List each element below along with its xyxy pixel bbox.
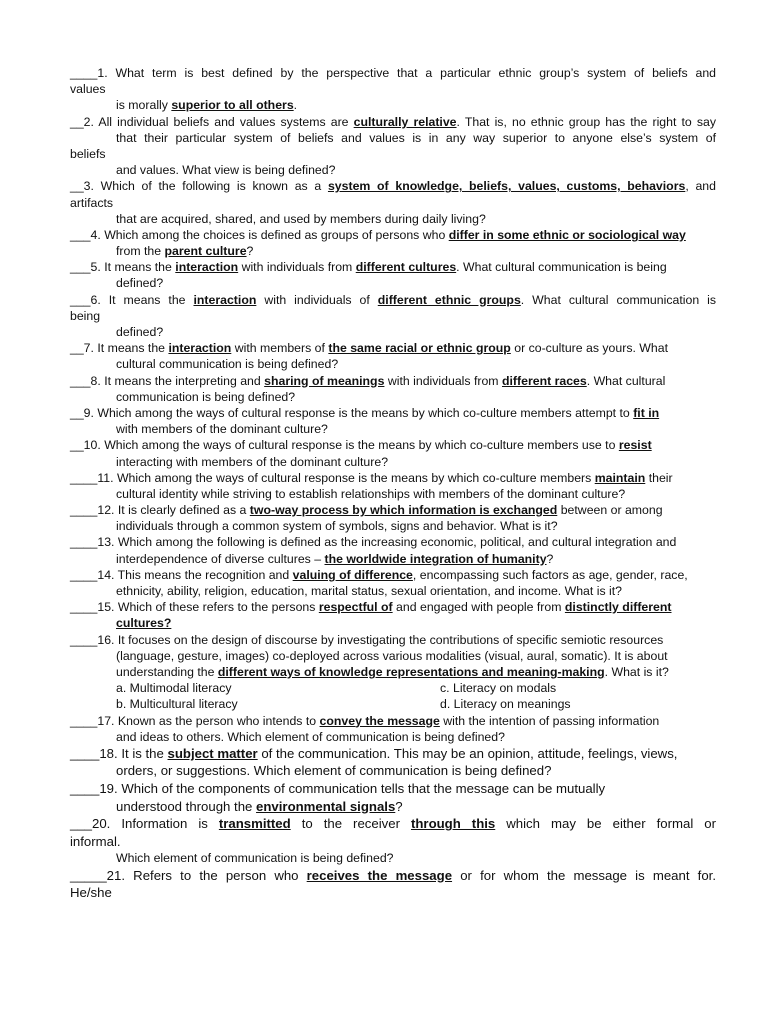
question-line bbox=[70, 178, 716, 194]
question-text: ____12. It is clearly defined as a bbox=[70, 503, 250, 518]
question-text: __7. It means the bbox=[70, 341, 169, 356]
question-text: __10. Which among the ways of cultural response is the means by which co-culture members use to bbox=[70, 438, 619, 453]
key-term: subject matter bbox=[167, 745, 258, 761]
question-text: with members of bbox=[231, 341, 329, 356]
question-line bbox=[70, 227, 716, 243]
question-line bbox=[70, 798, 716, 816]
question-text: with the intention of passing information bbox=[439, 713, 660, 728]
key-term: superior to all others bbox=[171, 98, 294, 113]
question-item bbox=[70, 114, 716, 179]
question-item bbox=[70, 815, 716, 850]
question-text: ____1. What term is best defined by the perspective that a particular ethnic group’s system of beliefs and bbox=[70, 66, 716, 80]
key-term: the worldwide integration of humanity bbox=[324, 551, 547, 566]
key-term: two-way process by which information is exchanged bbox=[249, 503, 558, 518]
key-term: different ways of knowledge representations and meaning-making bbox=[217, 664, 605, 679]
question-line bbox=[70, 664, 716, 680]
key-term: interaction bbox=[175, 260, 239, 275]
question-text: . What cultural bbox=[586, 373, 666, 388]
question-line bbox=[70, 867, 716, 885]
question-line bbox=[70, 486, 716, 502]
question-text: defined? bbox=[116, 325, 164, 339]
question-line bbox=[70, 567, 716, 583]
question-text: __2. All individual beliefs and values systems are bbox=[70, 114, 354, 129]
question-line bbox=[70, 762, 716, 780]
question-text: , encompassing such factors as age, gender, race, bbox=[412, 567, 688, 582]
question-item bbox=[70, 502, 716, 534]
question-item bbox=[70, 867, 716, 902]
question-item bbox=[70, 437, 716, 469]
question-text: . What cultural communication is bbox=[520, 292, 716, 307]
question-text: . bbox=[293, 98, 298, 113]
key-term: resist bbox=[618, 438, 652, 453]
key-term: different races bbox=[501, 373, 587, 388]
question-text: artifacts bbox=[70, 195, 114, 210]
question-text: ? bbox=[395, 798, 403, 814]
question-text: understanding the bbox=[116, 664, 218, 679]
answer-options-row bbox=[70, 680, 716, 696]
question-text: values bbox=[70, 82, 106, 97]
question-text: ethnicity, ability, religion, education, marital status, sexual orientation, and income. What is it? bbox=[116, 584, 623, 598]
question-text: Which element of communication is being defined? bbox=[116, 851, 394, 866]
question-line bbox=[70, 405, 716, 421]
question-line bbox=[70, 884, 716, 902]
question-line bbox=[70, 583, 716, 599]
question-line bbox=[70, 114, 716, 130]
question-line bbox=[70, 833, 716, 851]
question-line bbox=[70, 65, 716, 81]
key-term: distinctly different bbox=[564, 600, 672, 615]
question-text: ____19. Which of the components of communication tells that the message can be mutually bbox=[70, 781, 606, 797]
answer-option: c. Literacy on modals bbox=[440, 681, 557, 696]
question-line bbox=[70, 518, 716, 534]
question-item bbox=[70, 340, 716, 372]
key-term: valuing of difference bbox=[292, 567, 413, 582]
question-text: ___4. Which among the choices is defined as groups of persons who bbox=[70, 227, 449, 242]
question-item bbox=[70, 599, 716, 631]
questionnaire bbox=[70, 65, 716, 902]
question-text: , and bbox=[685, 179, 716, 194]
key-term: transmitted bbox=[218, 816, 291, 832]
key-term: sharing of meanings bbox=[264, 373, 385, 388]
question-line bbox=[70, 97, 716, 113]
question-text: . What cultural communication is being bbox=[456, 260, 667, 275]
key-term: interaction bbox=[168, 341, 232, 356]
question-text: with members of the dominant culture? bbox=[116, 422, 328, 437]
question-item bbox=[70, 567, 716, 599]
question-line bbox=[70, 729, 716, 745]
question-line bbox=[70, 421, 716, 437]
question-text: ____15. Which of these refers to the persons bbox=[70, 600, 319, 615]
question-line bbox=[70, 470, 716, 486]
question-text: from the bbox=[116, 244, 165, 259]
question-text: to the receiver bbox=[290, 816, 411, 832]
key-term: convey the message bbox=[319, 713, 440, 728]
question-text: ____18. It is the bbox=[70, 745, 168, 761]
question-text: . What is it? bbox=[604, 664, 669, 679]
question-text: is morally bbox=[116, 98, 172, 113]
question-item bbox=[70, 373, 716, 405]
answer-option: b. Multicultural literacy bbox=[116, 697, 238, 712]
question-item bbox=[70, 534, 716, 566]
key-term: respectful of bbox=[318, 600, 393, 615]
question-text: (language, gesture, images) co-deployed across various modalities (visual, aural, somatic). It is about bbox=[116, 648, 668, 663]
question-line bbox=[70, 195, 716, 211]
question-item bbox=[70, 259, 716, 291]
question-line bbox=[70, 81, 716, 97]
question-item bbox=[70, 405, 716, 437]
question-line bbox=[70, 780, 716, 798]
question-line bbox=[70, 146, 716, 162]
question-line bbox=[70, 243, 716, 259]
question-text: understood through the bbox=[116, 798, 257, 814]
question-line bbox=[70, 130, 716, 146]
question-item bbox=[70, 713, 716, 745]
question-text: _____21. Refers to the person who bbox=[70, 867, 307, 883]
question-line bbox=[70, 599, 716, 615]
question-text: ___5. It means the bbox=[70, 260, 176, 275]
question-line bbox=[70, 437, 716, 453]
question-text: that are acquired, shared, and used by members during daily living? bbox=[116, 211, 486, 226]
question-text: beliefs bbox=[70, 146, 106, 161]
key-term: environmental signals bbox=[256, 798, 396, 814]
question-text: with individuals from bbox=[384, 373, 502, 388]
question-line bbox=[70, 534, 716, 550]
question-text: of the communication. This may be an opinion, attitude, feelings, views, bbox=[257, 745, 678, 761]
question-line bbox=[70, 259, 716, 275]
question-text: __3. Which of the following is known as a bbox=[70, 179, 328, 194]
question-line bbox=[70, 389, 716, 405]
question-text: with individuals from bbox=[238, 260, 356, 275]
question-item bbox=[70, 292, 716, 341]
question-line bbox=[70, 648, 716, 664]
question-text: ____11. Which among the ways of cultural response is the means by which co-culture members bbox=[70, 470, 595, 485]
question-line bbox=[70, 356, 716, 372]
key-term: system of knowledge, beliefs, values, customs, behaviors bbox=[327, 179, 686, 194]
question-line bbox=[70, 340, 716, 356]
question-line bbox=[70, 632, 716, 648]
question-line bbox=[70, 162, 716, 178]
question-item bbox=[70, 850, 716, 866]
question-text: and ideas to others. Which element of communication is being defined? bbox=[116, 729, 505, 744]
question-line bbox=[70, 275, 716, 291]
question-text: cultural identity while striving to establish relationships with members of the dominant culture? bbox=[116, 486, 626, 501]
question-text: between or among bbox=[557, 503, 663, 518]
question-text: __9. Which among the ways of cultural response is the means by which co-culture members attempt to bbox=[70, 405, 634, 420]
key-term: different cultures bbox=[355, 260, 457, 275]
question-line bbox=[70, 815, 716, 833]
question-line bbox=[70, 292, 716, 308]
question-text: He/she bbox=[70, 885, 112, 901]
question-text: interacting with members of the dominant culture? bbox=[116, 454, 389, 469]
question-text: and values. What view is being defined? bbox=[116, 163, 336, 178]
question-text: ____14. This means the recognition and bbox=[70, 567, 293, 582]
question-text: that their particular system of beliefs and values is in any way superior to anyone else’s system of bbox=[116, 130, 716, 145]
question-item bbox=[70, 780, 716, 815]
question-line bbox=[70, 713, 716, 729]
key-term: different ethnic groups bbox=[377, 292, 521, 307]
question-text: or co-culture as yours. What bbox=[510, 341, 669, 356]
question-text: communication is being defined? bbox=[116, 389, 296, 404]
question-line bbox=[70, 324, 716, 340]
question-text: individuals through a common system of symbols, signs and behavior. What is it? bbox=[116, 519, 558, 534]
question-text: ___8. It means the interpreting and bbox=[70, 373, 265, 388]
question-text: cultural communication is being defined? bbox=[116, 357, 339, 372]
question-line bbox=[70, 211, 716, 227]
question-text: ___6. It means the bbox=[70, 292, 194, 307]
key-term: culturally relative bbox=[353, 114, 457, 129]
question-text: or for whom the message is meant for. bbox=[452, 867, 716, 883]
key-term: cultures? bbox=[116, 616, 172, 631]
key-term: receives the message bbox=[306, 867, 453, 883]
answer-option: a. Multimodal literacy bbox=[116, 681, 232, 696]
question-text: ____17. Known as the person who intends to bbox=[70, 713, 320, 728]
question-item bbox=[70, 632, 716, 713]
key-term: differ in some ethnic or sociological way bbox=[448, 227, 686, 242]
question-text: . That is, no ethnic group has the right to say bbox=[456, 114, 717, 129]
key-term: maintain bbox=[594, 470, 646, 485]
key-term: through this bbox=[410, 816, 496, 832]
question-item bbox=[70, 227, 716, 259]
question-text: and engaged with people from bbox=[392, 600, 565, 615]
question-line bbox=[70, 502, 716, 518]
question-text: orders, or suggestions. Which element of communication is being defined? bbox=[116, 763, 552, 779]
question-line bbox=[70, 551, 716, 567]
key-term: interaction bbox=[193, 292, 257, 307]
question-line bbox=[70, 308, 716, 324]
question-text: ? bbox=[246, 244, 254, 259]
key-term: the same racial or ethnic group bbox=[328, 341, 511, 356]
question-text: interdependence of diverse cultures – bbox=[116, 551, 325, 566]
question-text: their bbox=[645, 470, 673, 485]
question-line bbox=[70, 615, 716, 631]
question-item bbox=[70, 65, 716, 114]
question-line bbox=[70, 745, 716, 763]
question-item bbox=[70, 178, 716, 227]
question-text: being bbox=[70, 308, 101, 323]
question-text: which may be either formal or bbox=[495, 816, 716, 832]
question-text: with individuals of bbox=[256, 292, 378, 307]
question-text: informal. bbox=[70, 833, 121, 849]
question-item bbox=[70, 745, 716, 780]
question-text: ____16. It focuses on the design of discourse by investigating the contributions of specific semiotic resources bbox=[70, 632, 664, 647]
key-term: fit in bbox=[633, 405, 660, 420]
question-line bbox=[70, 454, 716, 470]
answer-option: d. Literacy on meanings bbox=[440, 697, 571, 712]
question-text: ___20. Information is bbox=[70, 816, 219, 832]
answer-options-row bbox=[70, 696, 716, 712]
question-text: defined? bbox=[116, 276, 164, 291]
question-line bbox=[70, 373, 716, 389]
question-item bbox=[70, 470, 716, 502]
question-text: ____13. Which among the following is defined as the increasing economic, political, and cultural integration and bbox=[70, 535, 677, 550]
question-line bbox=[70, 850, 716, 866]
question-text: ? bbox=[546, 551, 554, 566]
key-term: parent culture bbox=[164, 244, 247, 259]
